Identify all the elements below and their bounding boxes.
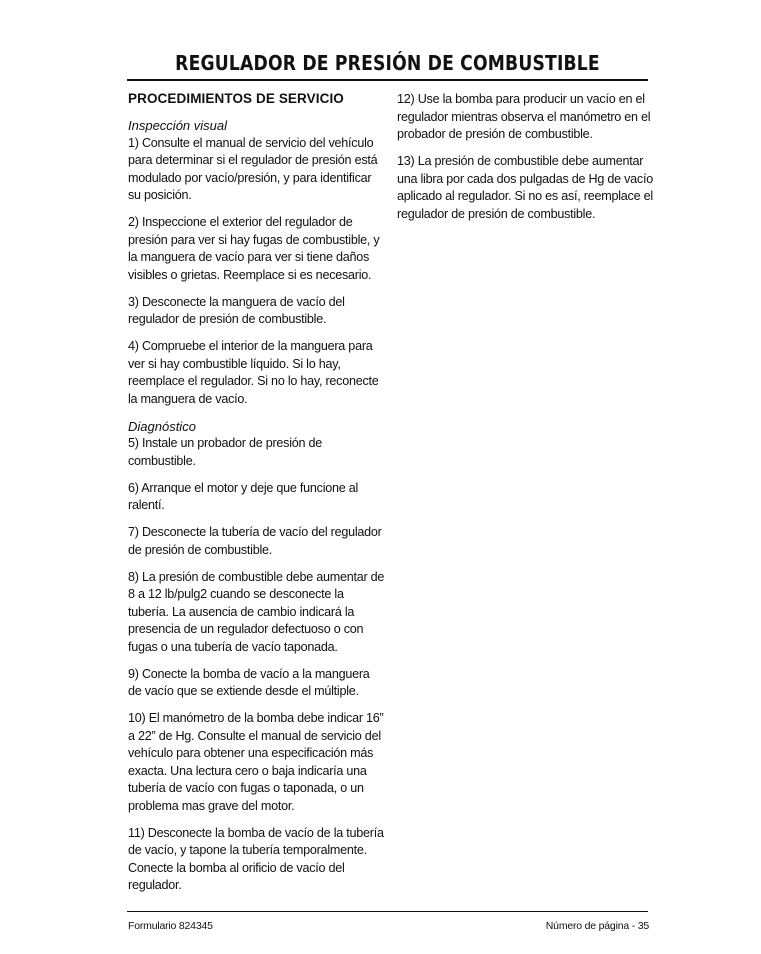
diagnostic-heading: Diagnóstico xyxy=(128,418,196,434)
step-1: 1) Consulte el manual de servicio del vehículo para determinar si el regulador de presión está modulado por vacío/presión, y para identificar su posición. xyxy=(128,135,378,202)
step-6: 6) Arranque el motor y deje que funcione al ralentí. xyxy=(128,480,359,512)
step-11: 11) Desconecte la bomba de vacío de la tubería de vacío, y tapone la tubería temporalmente. Conecte la bomba al orificio de vacío del regulador. xyxy=(128,825,384,892)
section-heading: PROCEDIMIENTOS DE SERVICIO xyxy=(128,91,344,106)
step-7: 7) Desconecte la tubería de vacío del regulador de presión de combustible. xyxy=(128,525,382,557)
page-title: REGULADOR DE PRESIÓN DE COMBUSTIBLE xyxy=(175,51,600,75)
title-rule xyxy=(127,79,648,81)
form-number: Formulario 824345 xyxy=(128,920,213,932)
step-9: 9) Conecte la bomba de vacío a la manguera de vacío que se extiende desde el múltiple. xyxy=(128,666,370,698)
footer-rule xyxy=(127,911,648,912)
step-2: 2) Inspeccione el exterior del regulador de presión para ver si hay fugas de combustible, y la manguera de vacío para ver si tiene daños visibles o grietas. Reemplace si es necesario. xyxy=(128,215,380,282)
step-13: 13) La presión de combustible debe aumentar una libra por cada dos pulgadas de Hg de vacío aplicado al regulador. Si no es así, reemplace el regulador de presión de combustible. xyxy=(397,154,653,221)
step-10: 10) El manómetro de la bomba debe indicar 16” a 22” de Hg. Consulte el manual de servicio del vehículo para obtener una especificación más exacta. Una lectura cero o baja indicaría una tubería de vacío con fugas o taponada, o un problema mas grave del motor. xyxy=(128,711,384,813)
step-8: 8) La presión de combustible debe aumentar de 8 a 12 lb/pulg2 cuando se desconecte la tubería. La ausencia de cambio indicará la presencia de un regulador defectuoso o con fugas o una tubería de vacío taponada. xyxy=(128,569,385,654)
step-4: 4) Compruebe el interior de la manguera para ver si hay combustible líquido. Si lo hay, reemplace el regulador. Si no lo hay, reconecte la manguera de vacío. xyxy=(128,339,379,406)
step-12: 12) Use la bomba para producir un vacío en el regulador mientras observa el manómetro en el probador de presión de combustible. xyxy=(397,92,651,141)
page-number: Número de página - 35 xyxy=(545,920,649,932)
left-column xyxy=(128,91,386,904)
step-5: 5) Instale un probador de presión de combustible. xyxy=(128,436,323,468)
visual-inspection-heading: Inspección visual xyxy=(128,118,227,133)
right-column xyxy=(397,91,655,233)
step-3: 3) Desconecte la manguera de vacío del regulador de presión de combustible. xyxy=(128,294,345,326)
